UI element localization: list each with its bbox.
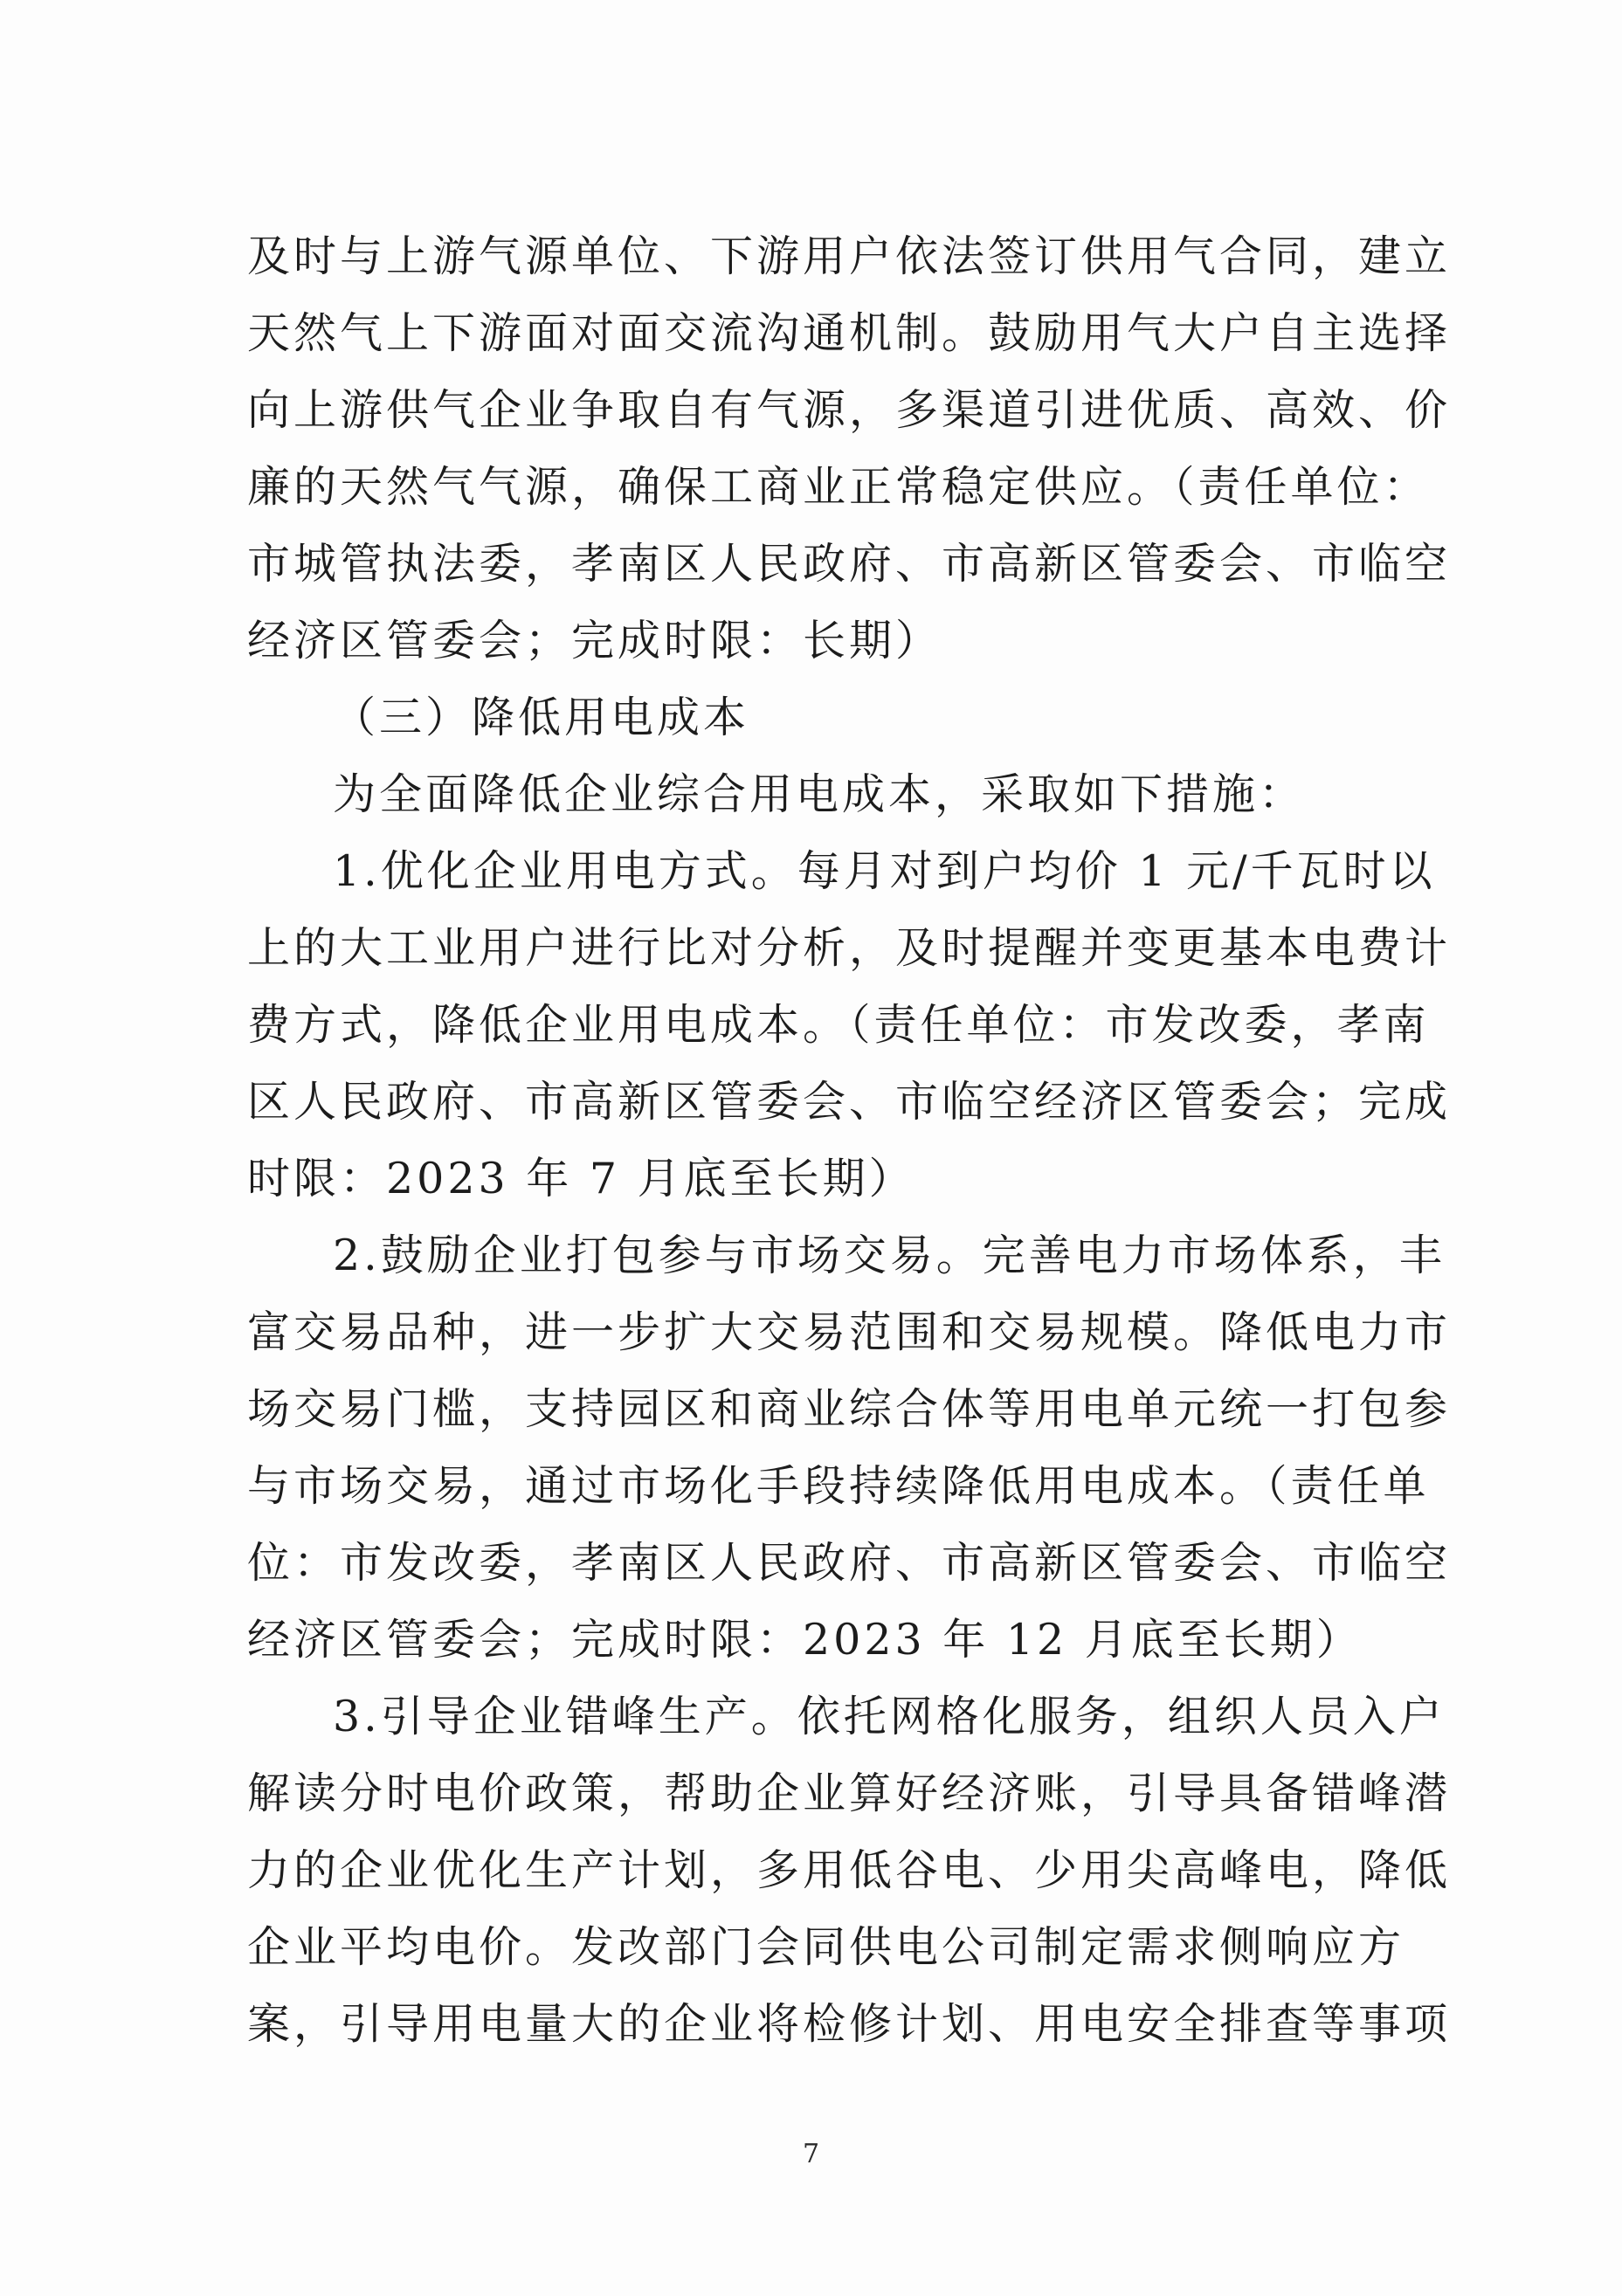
text-line: 向上游供气企业争取自有气源，多渠道引进优质、高效、价 bbox=[247, 385, 1452, 435]
section-heading: （三）降低用电成本 bbox=[333, 693, 750, 742]
text-line: 市城管执法委，孝南区人民政府、市高新区管委会、市临空 bbox=[247, 539, 1452, 589]
text-line: 3.引导企业错峰生产。依托网格化服务，组织人员入户 bbox=[333, 1692, 1446, 1741]
text-line: 1.优化企业用电方式。每月对到户均价 1 元/千瓦时以 bbox=[333, 846, 1436, 896]
text-line: 2.鼓励企业打包参与市场交易。完善电力市场体系，丰 bbox=[333, 1231, 1446, 1280]
text-line: 富交易品种，进一步扩大交易范围和交易规模。降低电力市 bbox=[247, 1307, 1452, 1357]
text-line: 区人民政府、市高新区管委会、市临空经济区管委会；完成 bbox=[247, 1077, 1452, 1127]
text-line: 位：市发改委，孝南区人民政府、市高新区管委会、市临空 bbox=[247, 1538, 1452, 1588]
text-line: 经济区管委会；完成时限：长期） bbox=[247, 616, 942, 665]
text-line: 廉的天然气气源，确保工商业正常稳定供应。（责任单位： bbox=[247, 462, 1430, 512]
text-line: 力的企业优化生产计划，多用低谷电、少用尖高峰电，降低 bbox=[247, 1845, 1452, 1895]
text-line: 与市场交易，通过市场化手段持续降低用电成本。（责任单 bbox=[247, 1461, 1430, 1511]
text-line: 上的大工业用户进行比对分析，及时提醒并变更基本电费计 bbox=[247, 923, 1452, 973]
text-line: 解读分时电价政策，帮助企业算好经济账，引导具备错峰潜 bbox=[247, 1769, 1452, 1818]
text-line: 费方式，降低企业用电成本。（责任单位：市发改委，孝南 bbox=[247, 1000, 1430, 1050]
text-line: 案，引导用电量大的企业将检修计划、用电安全排查等事项 bbox=[247, 1999, 1452, 2049]
page-number: 7 bbox=[802, 2139, 820, 2169]
text-line: 天然气上下游面对面交流沟通机制。鼓励用气大户自主选择 bbox=[247, 308, 1452, 358]
text-line: 及时与上游气源单位、下游用户依法签订供用气合同，建立 bbox=[247, 231, 1452, 281]
text-line: 时限：2023 年 7 月底至长期） bbox=[247, 1154, 915, 1203]
text-line: 企业平均电价。发改部门会同供电公司制定需求侧响应方 bbox=[247, 1922, 1405, 1972]
text-line: 场交易门槛，支持园区和商业综合体等用电单元统一打包参 bbox=[247, 1384, 1452, 1434]
text-line: 经济区管委会；完成时限：2023 年 12 月底至长期） bbox=[247, 1615, 1363, 1665]
text-line: 为全面降低企业综合用电成本，采取如下措施： bbox=[333, 769, 1306, 819]
